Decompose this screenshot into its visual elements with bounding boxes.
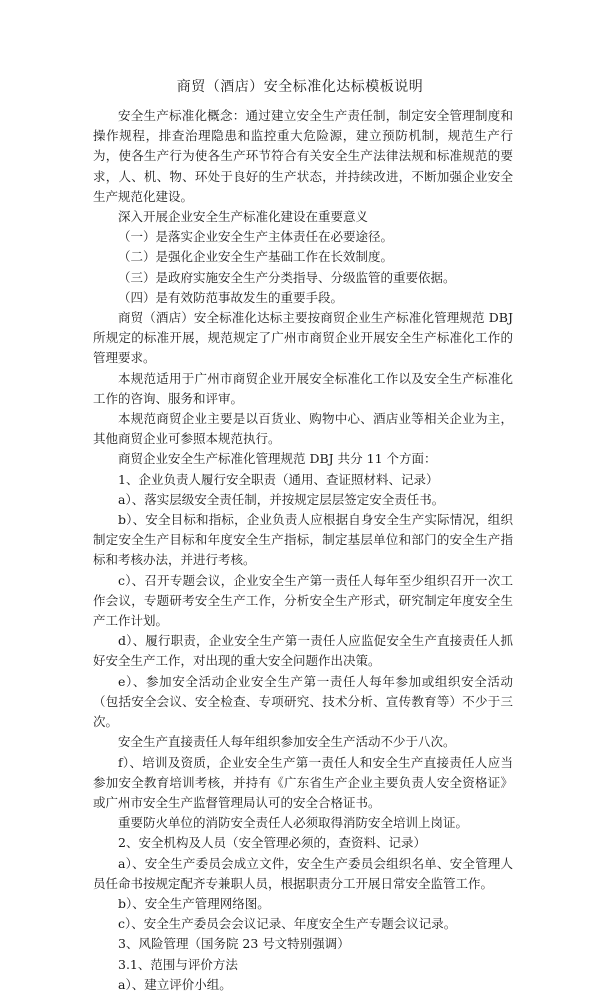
paragraph: a）、安全生产委员会成立文件，安全生产委员会组织名单、安全管理人员任命书按规定配齐专兼职人员，根据职责分工开展日常安全监管工作。	[93, 855, 513, 891]
paragraph: （三）是政府实施安全生产分类指导、分级监管的重要依据。	[118, 269, 456, 285]
paragraph: 商贸（酒店）安全标准化达标主要按商贸企业生产标准化管理规范 DBJ 所规定的标准开展，规范规定了广州市商贸企业开展安全生产标准化工作的管理要求。	[93, 310, 513, 366]
paragraph: （二）是强化企业安全生产基础工作在长效制度。	[118, 249, 394, 265]
paragraph: c）、安全生产委员会会议记录、年度安全生产专题会议记录。	[118, 916, 457, 932]
paragraph: 3.1、范围与评价方法	[118, 956, 238, 972]
paragraph: 本规范商贸企业主要是以百货业、购物中心、酒店业等相关企业为主，其他商贸企业可参照本规范执行。	[93, 411, 513, 447]
paragraph: 深入开展企业安全生产标准化建设在重要意义	[118, 209, 369, 225]
paragraph: f）、培训及资质，企业安全生产第一责任人和安全生产直接责任人应当参加安全教育培训考核，并持有《广东省生产企业主要负责人安全资格证》或广州市安全生产监督管理局认可的安全合格证书。	[93, 754, 513, 810]
paragraph: c）、召开专题会议，企业安全生产第一责任人每年至少组织召开一次工作会议，专题研考安全生产工作，分析安全生产形式，研究制定年度安全生产工作计划。	[93, 572, 513, 629]
paragraph: d）、履行职责，企业安全生产第一责任人应监促安全生产直接责任人抓好安全生产工作，对出现的重大安全问题作出决策。	[93, 633, 513, 669]
paragraph: a）、落实层级安全责任制，并按规定层层签定安全责任书。	[118, 491, 445, 507]
paragraph: 安全生产标准化概念：通过建立安全生产责任制，制定安全管理制度和操作规程，排查治理隐患和监控重大危险源，建立预防机制，规范生产行为，使各生产行为使各生产环节符合有关安全生产法律法规和标准规范的要求，人、机、物、环处于良好的生产状态，并持续改进，不断加强企业安全生产规范化建设。	[93, 108, 513, 204]
paragraph: 本规范适用于广州市商贸企业开展安全标准化工作以及安全生产标准化工作的咨询、服务和评审。	[93, 370, 513, 406]
document-title: 商贸（酒店）安全标准化达标模板说明	[176, 79, 424, 95]
paragraph: a）、建立评价小组。	[118, 976, 232, 992]
paragraph: 2、安全机构及人员（安全管理必须的，查资料、记录）	[118, 835, 426, 851]
paragraph: 重要防火单位的消防安全责任人必须取得消防安全培训上岗证。	[118, 815, 469, 831]
paragraph: （一）是落实企业安全生产主体责任在必要途径。	[118, 229, 394, 245]
paragraph: b）、安全生产管理网络图。	[118, 895, 270, 911]
document-body	[93, 106, 513, 995]
paragraph: 安全生产直接责任人每年组织参加安全生产活动不少于八次。	[118, 734, 456, 750]
paragraph: （四）是有效防范事故发生的重要手段。	[118, 289, 344, 305]
paragraph: 1、企业负责人履行安全职责（通用、查证照材料、记录）	[118, 471, 439, 487]
paragraph: b）、安全目标和指标，企业负责人应根据自身安全生产实际情况，组织制定安全生产目标和年度安全生产指标，制定基层单位和部门的安全生产指标和考核办法，并进行考核。	[93, 512, 513, 568]
paragraph: 3、风险管理（国务院 23 号文特别强调）	[118, 936, 350, 952]
paragraph: 商贸企业安全生产标准化管理规范 DBJ 共分 11 个方面：	[118, 451, 437, 467]
paragraph: e）、参加安全活动企业安全生产第一责任人每年参加或组织安全活动（包括安全会议、安全检查、专项研究、技术分析、宣传教育等）不少于三次。	[93, 673, 513, 730]
